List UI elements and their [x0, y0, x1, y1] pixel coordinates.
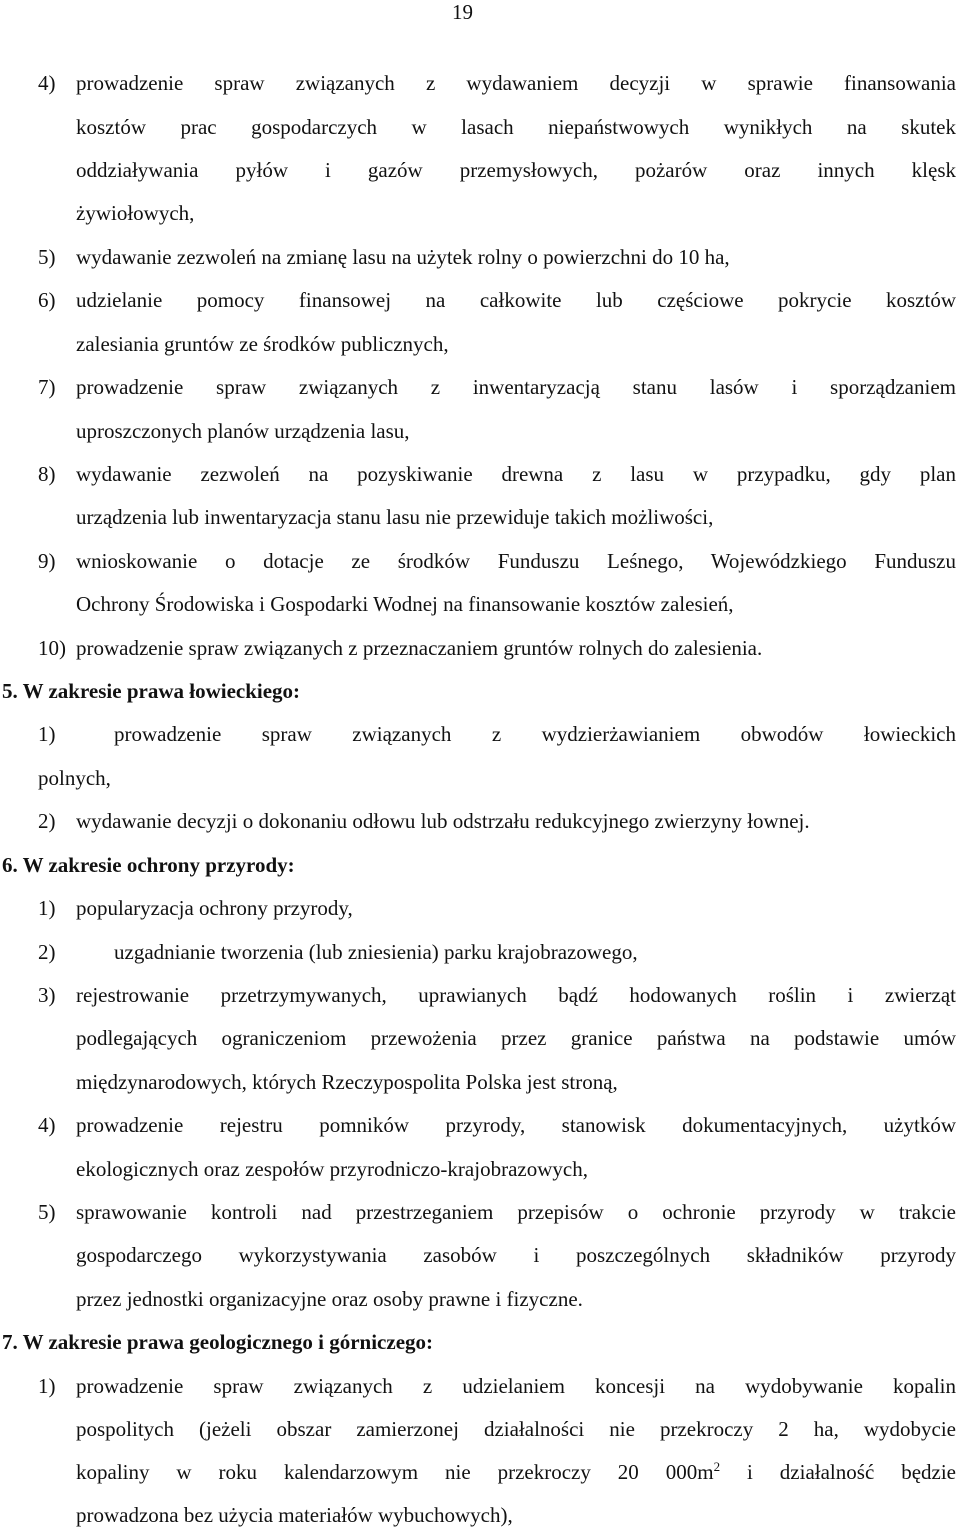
item-text: prowadzenie spraw związanych z udzielaniem koncesji na wydobywanie kopalin	[76, 1374, 956, 1398]
superscript-exponent: 2	[713, 1459, 721, 1474]
section-heading-geological-law: 7. W zakresie prawa geologicznego i górniczego:	[2, 1330, 434, 1354]
item-text: wydawanie zezwoleń na pozyskiwanie drewna z lasu w przypadku, gdy plan	[76, 462, 956, 486]
item-number: 1)	[38, 896, 56, 920]
text-fragment: i działalność będzie	[747, 1460, 956, 1484]
item-text: popularyzacja ochrony przyrody,	[76, 896, 353, 920]
item-text-continuation: Ochrony Środowiska i Gospodarki Wodnej na finansowanie kosztów zalesień,	[76, 592, 734, 616]
item-text: wydawanie decyzji o dokonaniu odłowu lub odstrzału redukcyjnego zwierzyny łownej.	[76, 809, 810, 833]
item-number: 5)	[38, 1200, 56, 1224]
section-heading-nature-protection: 6. W zakresie ochrony przyrody:	[2, 853, 295, 877]
list-item	[38, 459, 956, 489]
item-number: 5)	[38, 245, 56, 269]
item-text: prowadzenie spraw związanych z inwentaryzacją stanu lasów i sporządzaniem	[76, 375, 956, 399]
item-number: 4)	[38, 1113, 56, 1137]
list-item	[38, 68, 956, 98]
item-number: 2)	[38, 809, 56, 833]
item-text-continuation: gospodarczego wykorzystywania zasobów i poszczególnych składników przyrody	[76, 1243, 956, 1267]
item-text: rejestrowanie przetrzymywanych, uprawianych bądź hodowanych roślin i zwierząt	[76, 983, 956, 1007]
item-text-continuation: oddziaływania pyłów i gazów przemysłowych, pożarów oraz innych klęsk	[76, 158, 956, 182]
list-item	[38, 285, 956, 315]
item-text-continuation	[76, 1457, 956, 1487]
list-item	[38, 633, 956, 663]
section-heading-hunting-law: 5. W zakresie prawa łowieckiego:	[2, 679, 301, 703]
list-item	[38, 806, 956, 836]
text-fragment: kopaliny w roku kalendarzowym nie przekroczy 20 000m	[76, 1460, 714, 1484]
item-number: 7)	[38, 375, 56, 399]
list-item	[38, 893, 956, 923]
item-text: prowadzenie spraw związanych z przeznaczaniem gruntów rolnych do zalesienia.	[76, 636, 763, 660]
item-text: sprawowanie kontroli nad przestrzeganiem przepisów o ochronie przyrody w trakcie	[76, 1200, 956, 1224]
list-item	[38, 1371, 956, 1401]
item-text-continuation: pospolitych (jeżeli obszar zamierzonej działalności nie przekroczy 2 ha, wydobycie	[76, 1417, 956, 1441]
item-text: prowadzenie spraw związanych z wydzierżawianiem obwodów łowieckich	[114, 722, 956, 746]
item-text: wydawanie zezwoleń na zmianę lasu na użytek rolny o powierzchni do 10 ha,	[76, 245, 730, 269]
item-number: 10)	[38, 636, 66, 660]
item-text: prowadzenie rejestru pomników przyrody, stanowisk dokumentacyjnych, użytków	[76, 1113, 956, 1137]
item-text-continuation: urządzenia lub inwentaryzacja stanu lasu nie przewiduje takich możliwości,	[76, 505, 714, 529]
item-number: 4)	[38, 71, 56, 95]
item-number: 1)	[38, 722, 56, 746]
item-number: 2)	[38, 940, 56, 964]
item-text-continuation: uproszczonych planów urządzenia lasu,	[76, 419, 410, 443]
item-text-continuation: międzynarodowych, których Rzeczypospolita Polska jest stroną,	[76, 1070, 618, 1094]
item-text: prowadzenie spraw związanych z wydawaniem decyzji w sprawie finansowania	[76, 71, 956, 95]
item-number: 6)	[38, 288, 56, 312]
item-text-continuation: prowadzona bez użycia materiałów wybuchowych),	[76, 1503, 513, 1527]
item-text: wnioskowanie o dotacje ze środków Funduszu Leśnego, Wojewódzkiego Funduszu	[76, 549, 956, 573]
item-number: 1)	[38, 1374, 56, 1398]
item-text-continuation: ekologicznych oraz zespołów przyrodniczo-krajobrazowych,	[76, 1157, 588, 1181]
page-number: 19	[452, 0, 473, 24]
item-text-continuation: kosztów prac gospodarczych w lasach niepaństwowych wynikłych na skutek	[76, 115, 956, 139]
item-number: 3)	[38, 983, 56, 1007]
list-item	[38, 1110, 956, 1140]
list-item	[38, 937, 956, 967]
list-item	[38, 980, 956, 1010]
list-item	[38, 242, 956, 272]
list-item	[38, 372, 956, 402]
item-text: uzgadnianie tworzenia (lub zniesienia) parku krajobrazowego,	[114, 940, 638, 964]
item-text-continuation: zalesiania gruntów ze środków publicznych,	[76, 332, 449, 356]
item-text: udzielanie pomocy finansowej na całkowite lub częściowe pokrycie kosztów	[76, 288, 956, 312]
item-text-continuation: podlegających ograniczeniom przewożenia przez granice państwa na podstawie umów	[76, 1026, 956, 1050]
list-item	[38, 719, 956, 749]
item-text-continuation: polnych,	[38, 766, 111, 790]
list-item	[38, 546, 956, 576]
item-number: 9)	[38, 549, 56, 573]
item-text-continuation: żywiołowych,	[76, 201, 195, 225]
item-text-continuation: przez jednostki organizacyjne oraz osoby prawne i fizyczne.	[76, 1287, 583, 1311]
item-number: 8)	[38, 462, 56, 486]
list-item	[38, 1197, 956, 1227]
